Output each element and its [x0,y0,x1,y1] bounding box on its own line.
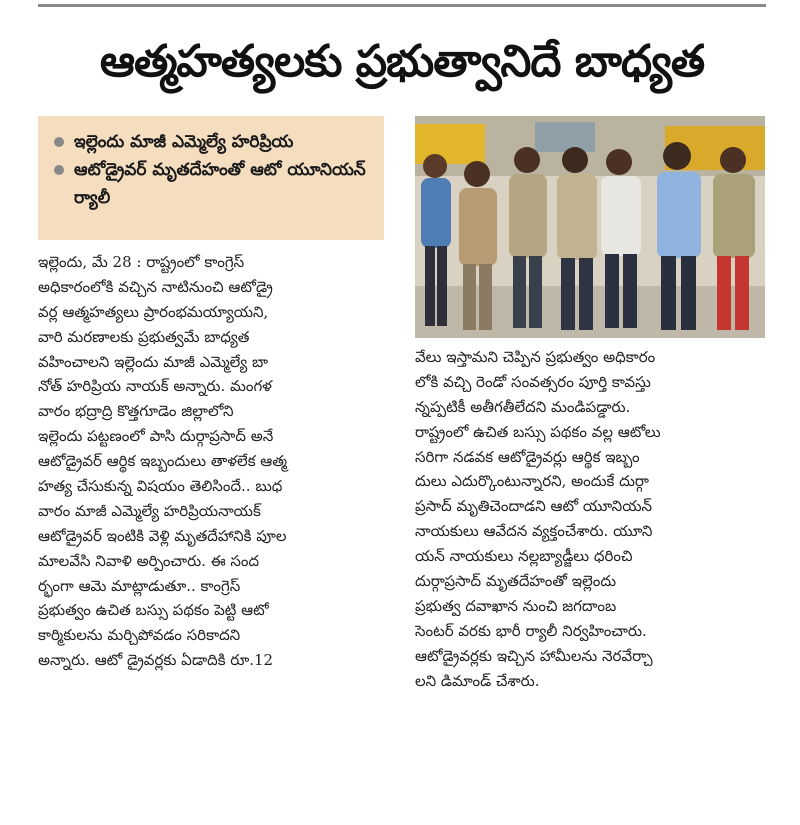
text-line: వారం మాజీ ఎమ్మెల్యే హరిప్రియనాయక్ [38,501,261,520]
text-line: యన్ నాయకులు నల్లబ్యాడ్జీలు ధరించి [415,547,633,566]
text-line: రాష్ట్రంలో ఉచిత బస్సు పథకం వల్ల ఆటోలు [415,422,661,441]
highlight-item [50,156,374,212]
text-line: వహించాలని ఇల్లెందు మాజీ ఎమ్మెల్యే బా [38,352,269,371]
text-line: ఆటోడ్రైవర్ ఆర్థిక ఇబ్బందులు తాళలేక ఆత్మ [38,452,288,471]
text-line: వారి మరణాలకు ప్రభుత్వమే బాధ్యత [38,327,250,346]
text-line: మాలవేసి నివాళి అర్పించారు. ఈ సంద [38,551,260,570]
article-column-left [38,250,384,673]
text-line: ప్రసాద్ మృతిచెందాడని ఆటో యూనియన్ [415,497,653,516]
bullet-icon [54,137,64,147]
text-line: వర్ల ఆత్మహత్యలు ప్రారంభమయ్యాయని, [38,302,269,321]
highlight-text: ఇల్లెందు మాజీ ఎమ్మెల్యే హరిప్రియ [74,132,294,152]
text-line: వారం భద్రాద్రి కొత్తగూడెం జిల్లాలోని [38,402,234,421]
top-rule [38,4,766,7]
text-line: వేలు ఇస్తామని చెప్పిన ప్రభుత్వం అధికారం [415,348,656,366]
photo-of-rally-icon [415,116,765,338]
highlight-item [50,128,374,156]
highlights-box [38,116,384,240]
text-line: నాయకులు ఆవేదన వ్యక్తంచేశారు. యూని [415,522,653,541]
text-line: అన్నారు. ఆటో డ్రైవర్లకు ఏడాదికి రూ.12 [38,651,274,670]
text-line: సెంటర్ వరకు భారీ ర్యాలీ నిర్వహించారు. [415,621,647,640]
page-title: ఆత్మహత్యలకు ప్రభుత్వానిదే బాధ్యత [99,36,705,87]
article-column-right [415,345,765,693]
text-line: ప్రభుత్వ దవాఖాన నుంచి జగదాంబ [415,596,617,615]
text-line: హత్య చేసుకున్న విషయం తెలిసిందే.. బుధ [38,477,283,496]
text-line: ఆటోడ్రైవర్లకు ఇచ్చిన హామీలను నెరవేర్చా [415,646,653,665]
text-line: ఆటోడ్రైవర్ ఇంటికి వెళ్లి మృతదేహానికి పూల [38,526,287,545]
text-line: దుర్గాప్రసాద్ మృతదేహంతో ఇల్లెందు [415,572,617,591]
text-line: అధికారంలోకి వచ్చిన నాటినుంచి ఆటోడ్రై [38,277,273,296]
text-line: లోకి వచ్చి రెండో సంవత్సరం పూర్తి కావస్తు [415,372,651,391]
text-line: నోత్ హరిప్రియ నాయక్ అన్నారు. మంగళ [38,377,272,396]
highlight-text: ఆటోడ్రైవర్ మృతదేహంతో ఆటో యూనియన్ ర్యాలీ [74,160,366,208]
text-line: దులు ఎదుర్కొంటున్నారని, అందుకే దుర్గా [415,472,649,491]
text-line: న్నప్పటికీ అతీగతీలేదని మండిపడ్డారు. [415,397,631,416]
text-line: ఇల్లెందు, మే 28 : రాష్ట్రంలో కాంగ్రెస్ [38,253,245,271]
text-line: ప్రభుత్వం ఉచిత బస్సు పథకం పెట్టి ఆటో [38,601,269,620]
text-line: ఇల్లెందు పట్టణంలో పాసి దుర్గాప్రసాద్ అనే [38,427,274,446]
news-photo [415,116,765,338]
bullet-icon [54,165,64,175]
text-line: సరిగా నడవక ఆటోడ్రైవర్లు ఆర్థిక ఇబ్బం [415,447,640,466]
text-line: లని డిమాండ్ చేశారు. [415,671,540,690]
text-line: కార్మికులను మర్చిపోవడం సరికాదని [38,626,241,645]
text-line: ర్భంగా ఆమె మాట్లాడుతూ.. కాంగ్రెస్ [38,576,241,595]
